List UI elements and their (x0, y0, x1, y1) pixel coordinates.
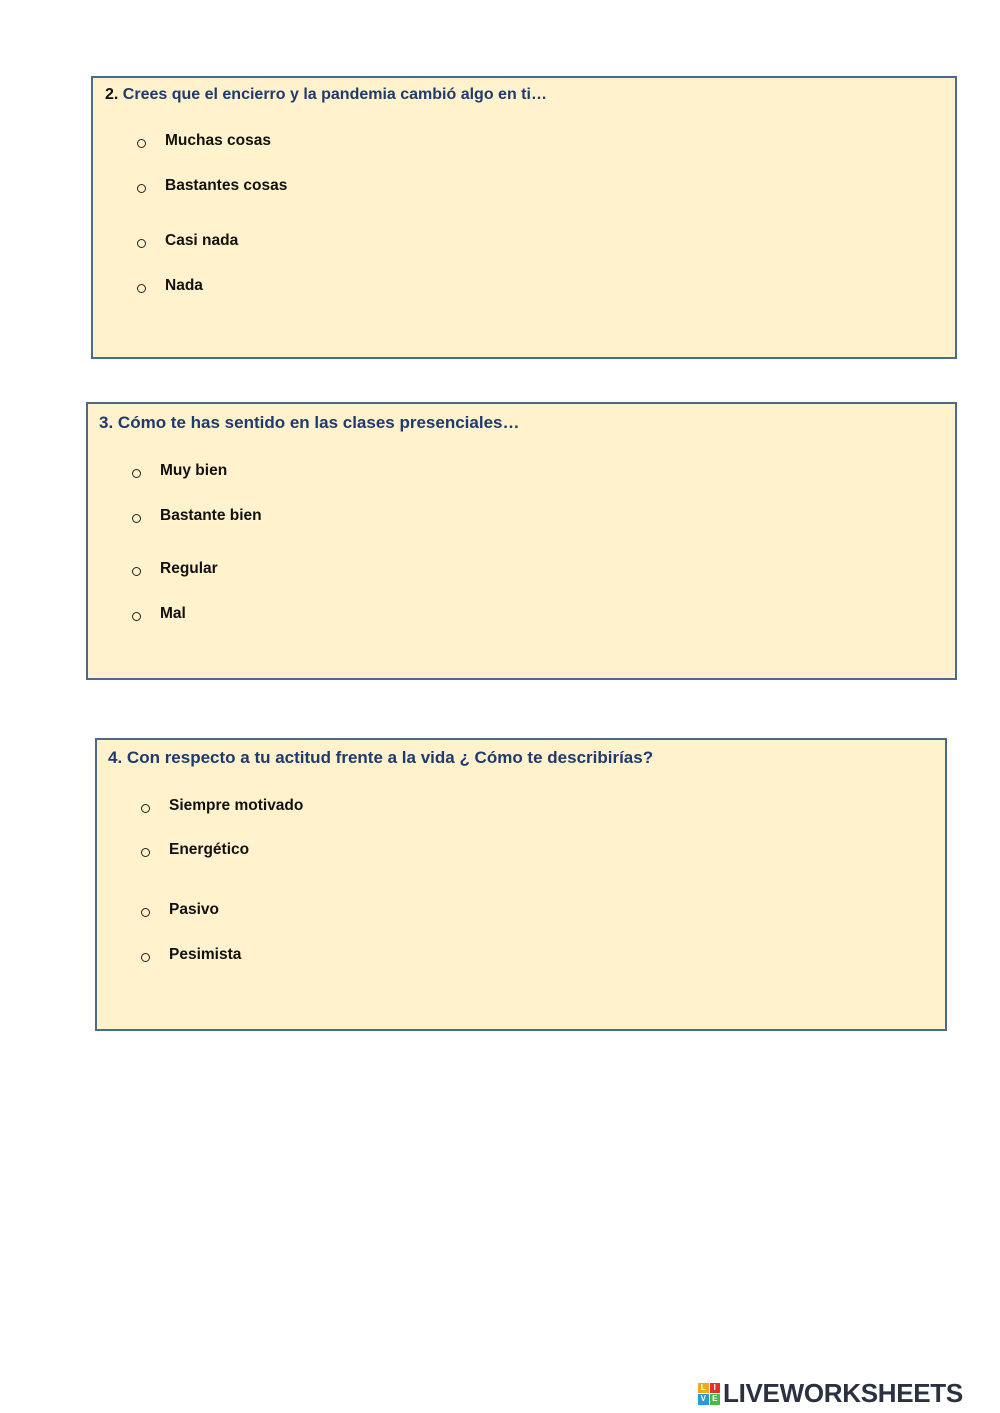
question-2-option-4[interactable] (137, 274, 203, 298)
question-2-text: Crees que el encierro y la pandemia cambió algo en ti… (122, 86, 547, 103)
radio-circle-icon[interactable] (141, 804, 150, 813)
option-label: Casi nada (165, 232, 239, 249)
logo-letter-v: V (698, 1394, 709, 1405)
question-2-option-2[interactable] (137, 174, 287, 198)
radio-circle-icon[interactable] (132, 469, 141, 478)
option-label: Regular (160, 560, 218, 577)
question-3-title (99, 413, 519, 433)
radio-circle-icon[interactable] (132, 567, 141, 576)
question-3-option-4[interactable] (132, 602, 186, 626)
radio-circle-icon[interactable] (132, 514, 141, 523)
question-2-option-1[interactable] (137, 129, 271, 153)
liveworksheets-logo (698, 1378, 963, 1409)
radio-circle-icon[interactable] (141, 848, 150, 857)
question-3-option-1[interactable] (132, 459, 227, 483)
option-label: Nada (165, 277, 203, 294)
question-2-option-3[interactable] (137, 229, 238, 253)
option-label: Bastante bien (160, 507, 262, 524)
radio-circle-icon[interactable] (137, 239, 146, 248)
question-4-box (95, 738, 947, 1031)
question-2-number: 2. (105, 86, 119, 103)
radio-circle-icon[interactable] (141, 908, 150, 917)
option-label: Muy bien (160, 462, 228, 479)
radio-circle-icon[interactable] (137, 184, 146, 193)
logo-grid-icon (698, 1383, 720, 1405)
question-2-box (91, 76, 957, 359)
logo-letter-l: L (698, 1383, 709, 1394)
option-label: Siempre motivado (169, 797, 304, 814)
question-4-option-2[interactable] (141, 838, 249, 862)
question-3-number: 3. (99, 413, 114, 432)
question-3-box (86, 402, 957, 680)
question-4-text: Con respecto a tu actitud frente a la vida ¿ Cómo te describirías? (126, 748, 654, 767)
question-3-option-2[interactable] (132, 504, 262, 528)
question-4-option-4[interactable] (141, 943, 241, 967)
option-label: Energético (169, 841, 250, 858)
option-label: Pesimista (169, 946, 242, 963)
option-label: Mal (160, 605, 186, 622)
option-label: Muchas cosas (165, 132, 271, 149)
logo-letter-i: I (710, 1383, 721, 1394)
radio-circle-icon[interactable] (137, 139, 146, 148)
question-2-title (105, 86, 547, 104)
question-4-option-3[interactable] (141, 898, 219, 922)
question-4-number: 4. (108, 748, 123, 767)
option-label: Bastantes cosas (165, 177, 288, 194)
logo-text: LIVEWORKSHEETS (723, 1378, 963, 1408)
option-label: Pasivo (169, 901, 219, 918)
question-4-option-1[interactable] (141, 794, 303, 818)
radio-circle-icon[interactable] (141, 953, 150, 962)
question-3-option-3[interactable] (132, 557, 218, 581)
question-3-text: Cómo te has sentido en las clases presenciales… (117, 413, 520, 432)
logo-letter-e: E (710, 1394, 721, 1405)
radio-circle-icon[interactable] (132, 612, 141, 621)
question-4-title (108, 748, 653, 768)
radio-circle-icon[interactable] (137, 284, 146, 293)
